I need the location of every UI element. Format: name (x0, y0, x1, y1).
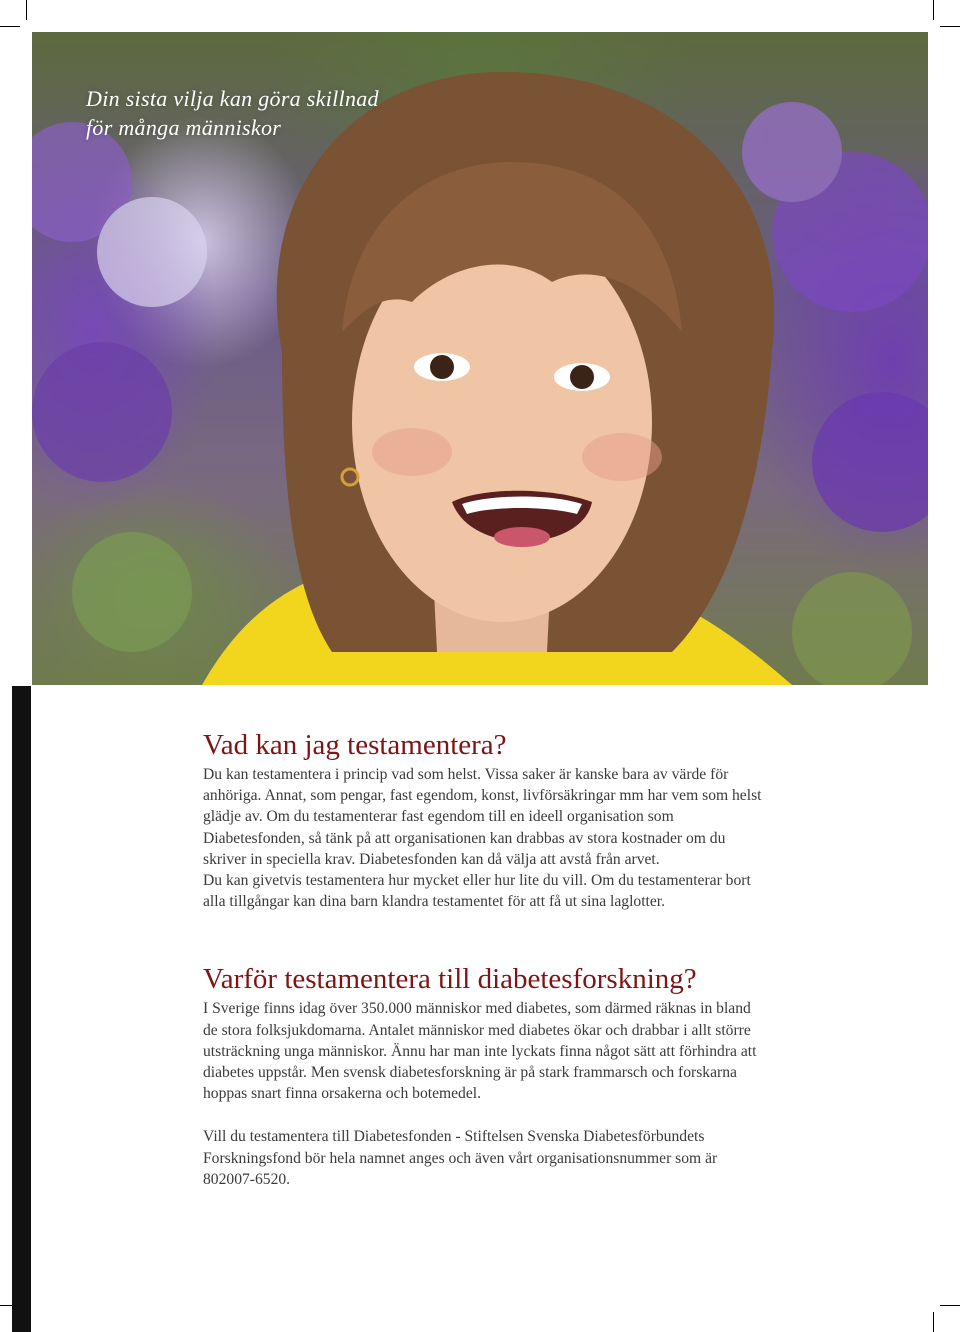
section1-heading: Vad kan jag testamentera? (203, 729, 507, 761)
crop-mark-top-right-h (940, 26, 960, 27)
bleed-bar-left (12, 686, 31, 1332)
crop-mark-top-left-h (0, 26, 20, 27)
hero-tagline-line1: Din sista vilja kan göra skillnad (86, 86, 379, 111)
section1-paragraph2: Du kan givetvis testamentera hur mycket eller hur lite du vill. Om du testamenterar bort alla tillgångar kan dina barn klandra testamentet för att få ut sina laglotter. (203, 872, 751, 911)
section2-paragraph2: Vill du testamentera till Diabetesfonden - Stiftelsen Svenska Diabetesförbundets Forskningsfond bör hela namnet anges och även vårt organisationsnummer som är 802007-6520. (203, 1128, 718, 1188)
section2-heading: Varför testamentera till diabetesforskning? (203, 963, 697, 996)
crop-mark-top-left (26, 0, 27, 20)
crop-mark-top-right (933, 0, 934, 20)
section1-paragraph1: Du kan testamentera i princip vad som helst. Vissa saker är kanske bara av värde för anhöriga. Annat, som pengar, fast egendom, konst, livförsäkringar mm har vem som helst glädje av. Om du testamenterar fast egendom till en ideell organisation som Diabetesfonden, så tänk på att organisationen kan drabbas av stora kostnader om du skriver in speciella krav. Diabetesfonden kan då välja att avstå från arvet. (203, 766, 762, 868)
section2-paragraph1: I Sverige finns idag över 350.000 människor med diabetes, som därmed räknas in bland de stora folksjukdomarna. Antalet människor med diabetes ökar och drabbar i allt större utsträckning unga människor. Ännu har man inte lyckats finna något sätt att förhindra att diabetes uppstår. Men svensk diabetesforskning är på stark frammarsch och forskarna hoppas snart finna orsakerna och botemedel. (203, 1000, 757, 1103)
crop-mark-bottom-right (933, 1312, 934, 1332)
hero-tagline-line2: för många människor (86, 115, 282, 140)
hero-tagline (86, 84, 379, 142)
hero-photo (32, 32, 928, 685)
crop-mark-bottom-right-h (940, 1305, 960, 1306)
main-content (203, 728, 763, 1190)
